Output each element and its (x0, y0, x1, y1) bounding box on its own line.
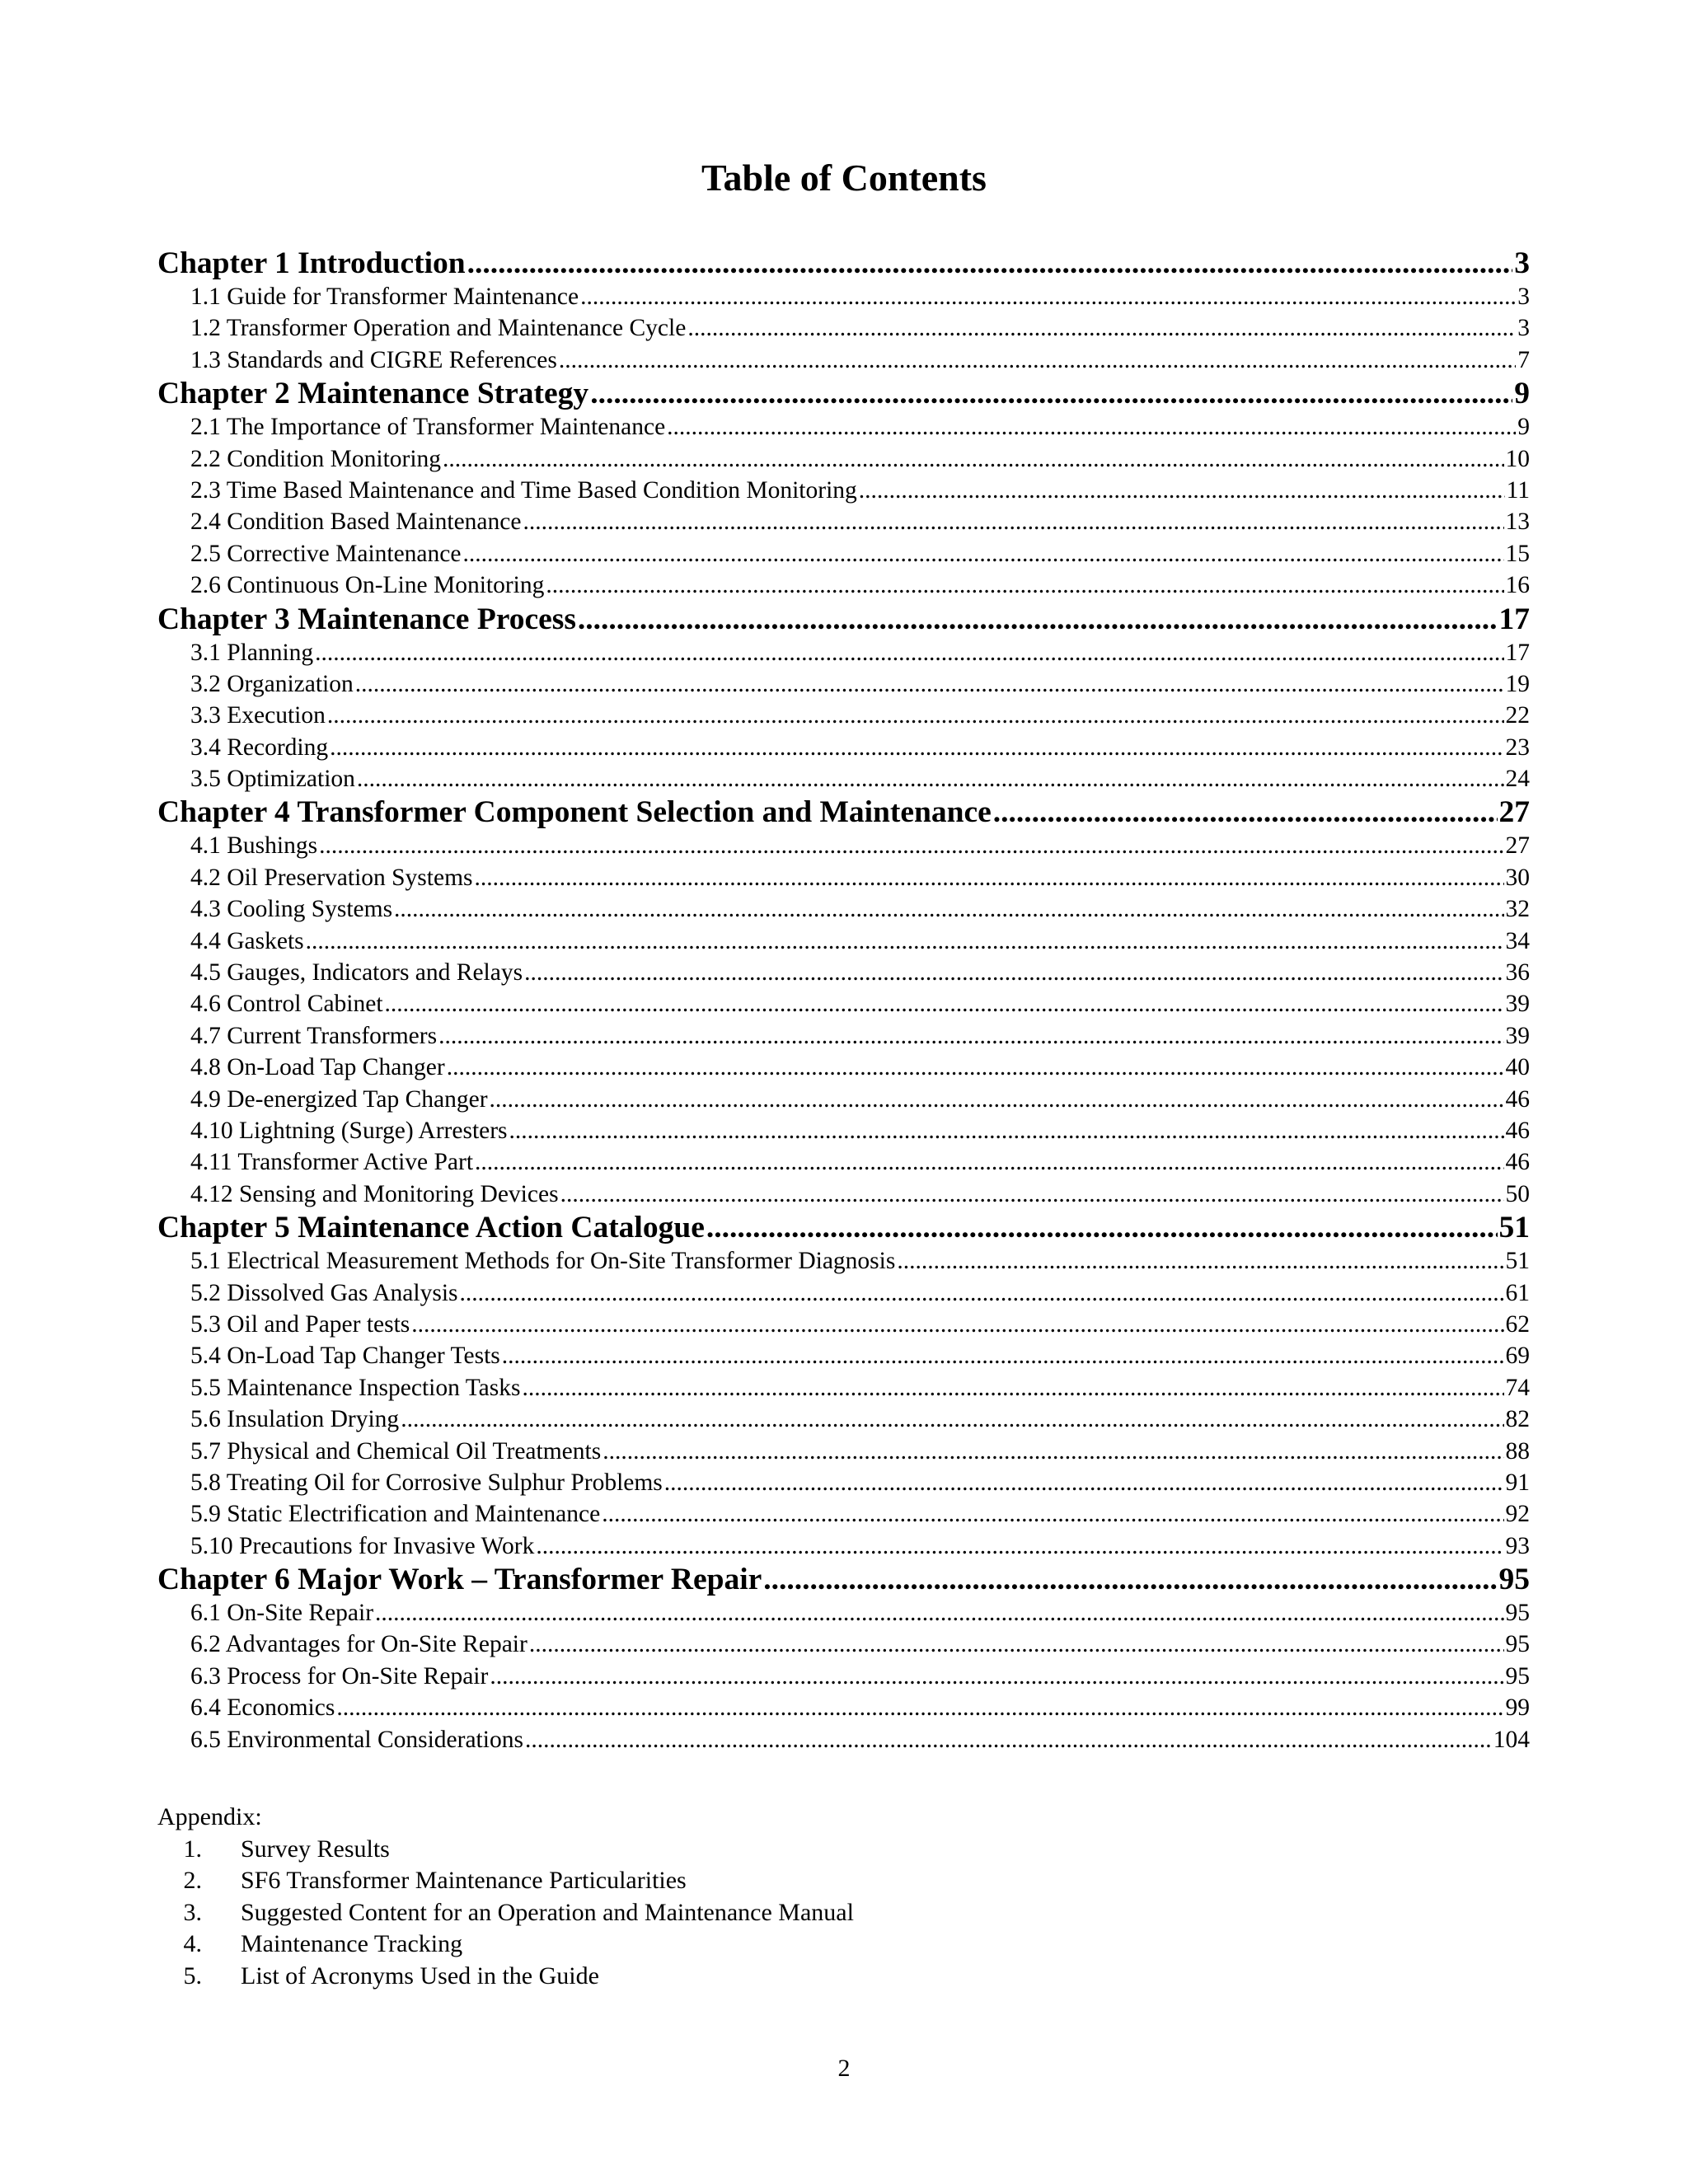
page-title: Table of Contents (701, 157, 987, 199)
dot-leader (525, 1724, 1492, 1755)
toc-entry-page-number: 7 (1517, 346, 1530, 373)
toc-entry-label: Chapter 1 Introduction (157, 246, 466, 280)
toc-entry-page-number: 61 (1505, 1279, 1530, 1306)
toc-section-entry[interactable] (157, 281, 1530, 312)
toc-entry-page-number: 27 (1498, 795, 1530, 830)
dot-leader (385, 988, 1504, 1019)
dot-leader (475, 1146, 1503, 1178)
toc-entry-page-number: 46 (1505, 1085, 1530, 1113)
dot-leader (319, 830, 1503, 861)
appendix (157, 1802, 854, 1992)
dot-leader (460, 1277, 1504, 1309)
dot-leader (401, 1404, 1503, 1435)
toc-entry-page-number: 46 (1505, 1117, 1530, 1144)
toc-section-entry[interactable] (157, 893, 1530, 925)
dot-leader (603, 1436, 1503, 1467)
toc-entry-page-number: 13 (1505, 509, 1530, 536)
toc-section-entry[interactable] (157, 1277, 1530, 1309)
toc-entry-label: 6.5 Environmental Considerations (190, 1726, 523, 1753)
toc-section-entry[interactable] (157, 1309, 1530, 1340)
dot-leader (394, 893, 1503, 925)
toc-entry-page-number: 62 (1505, 1310, 1530, 1338)
toc-entry-page-number: 11 (1506, 476, 1530, 504)
toc-entry-label: 6.1 On-Site Repair (190, 1600, 374, 1627)
toc-entry-label: 5.6 Insulation Drying (190, 1406, 400, 1433)
dot-leader (578, 602, 1498, 637)
toc-section-entry[interactable] (157, 1340, 1530, 1371)
toc-entry-page-number: 36 (1505, 959, 1530, 987)
toc-entry-label: 1.1 Guide for Transformer Maintenance (190, 284, 579, 310)
toc-entry-label: 4.4 Gaskets (190, 927, 304, 954)
toc-entry-page-number: 9 (1517, 414, 1530, 441)
dot-leader (897, 1245, 1503, 1277)
toc-section-entry[interactable] (157, 1661, 1530, 1692)
toc-entry-page-number: 93 (1505, 1532, 1530, 1559)
dot-leader (859, 475, 1505, 506)
toc-section-entry[interactable] (157, 637, 1530, 668)
toc-section-entry[interactable] (157, 830, 1530, 861)
toc-entry-page-number: 74 (1505, 1374, 1530, 1401)
appendix-item-text: SF6 Transformer Maintenance Particularities (241, 1867, 687, 1894)
dot-leader (490, 1661, 1503, 1692)
appendix-item-text: List of Acronyms Used in the Guide (241, 1961, 599, 1990)
dot-leader (524, 957, 1503, 988)
appendix-item-number: 1. (183, 1835, 202, 1863)
toc-entry-page-number: 95 (1498, 1563, 1530, 1597)
appendix-item-text: Maintenance Tracking (241, 1930, 463, 1957)
toc-entry-label: 3.1 Planning (190, 639, 314, 666)
dot-leader (411, 1309, 1503, 1340)
toc-entry-label: 5.7 Physical and Chemical Oil Treatments (190, 1437, 602, 1465)
toc-entry-label: 5.8 Treating Oil for Corrosive Sulphur Problems (190, 1469, 663, 1496)
toc-entry-label: 4.8 On-Load Tap Changer (190, 1054, 445, 1081)
toc-entry-page-number: 17 (1505, 639, 1530, 666)
dot-leader (546, 569, 1503, 601)
toc-entry-label: 1.2 Transformer Operation and Maintenance Cycle (190, 315, 687, 342)
toc-entry-label: 4.9 De-energized Tap Changer (190, 1085, 488, 1113)
toc-entry-page-number: 3 (1514, 246, 1530, 280)
toc-section-entry[interactable] (157, 1052, 1530, 1083)
appendix-item (157, 1961, 854, 1993)
toc-entry-label: 6.2 Advantages for On-Site Repair (190, 1631, 528, 1658)
toc-entry-page-number: 104 (1493, 1726, 1530, 1753)
table-of-contents (157, 246, 1530, 1755)
toc-entry-page-number: 32 (1505, 896, 1530, 923)
toc-section-entry[interactable] (157, 862, 1530, 893)
toc-chapter-entry[interactable] (157, 246, 1530, 281)
toc-entry-label: 5.5 Maintenance Inspection Tasks (190, 1374, 521, 1401)
appendix-list (157, 1834, 854, 1993)
appendix-item (157, 1897, 854, 1929)
toc-section-entry[interactable] (157, 1436, 1530, 1467)
dot-leader (559, 344, 1516, 376)
dot-leader (475, 862, 1504, 893)
toc-entry-label: 4.3 Cooling Systems (190, 896, 393, 923)
toc-entry-page-number: 82 (1505, 1406, 1530, 1433)
dot-leader (438, 1020, 1503, 1052)
appendix-item-text: Survey Results (241, 1835, 390, 1863)
toc-entry-page-number: 27 (1505, 832, 1530, 860)
toc-section-entry[interactable] (157, 926, 1530, 957)
toc-entry-page-number: 46 (1505, 1149, 1530, 1176)
toc-chapter-entry[interactable] (157, 1210, 1530, 1245)
page-number: 2 (837, 2055, 851, 2082)
toc-entry-label: 6.3 Process for On-Site Repair (190, 1662, 489, 1690)
toc-entry-page-number: 51 (1498, 1211, 1530, 1245)
toc-entry-page-number: 10 (1505, 445, 1530, 472)
dot-leader (667, 411, 1516, 443)
dot-leader (375, 1597, 1503, 1629)
dot-leader (355, 668, 1504, 700)
appendix-item (157, 1865, 854, 1897)
toc-entry-label: 4.1 Bushings (190, 832, 318, 860)
toc-entry-page-number: 92 (1505, 1501, 1530, 1528)
toc-section-entry[interactable] (157, 1404, 1530, 1435)
toc-entry-label: 3.2 Organization (190, 670, 354, 697)
dot-leader (315, 637, 1503, 668)
toc-entry-page-number: 51 (1505, 1248, 1530, 1275)
appendix-item-number: 5. (183, 1961, 202, 1990)
appendix-heading: Appendix: (157, 1803, 262, 1830)
toc-section-entry[interactable] (157, 411, 1530, 443)
toc-section-entry[interactable] (157, 1692, 1530, 1723)
toc-entry-label: Chapter 6 Major Work – Transformer Repair (157, 1563, 762, 1597)
toc-entry-label: Chapter 3 Maintenance Process (157, 602, 576, 636)
dot-leader (590, 376, 1512, 411)
toc-entry-label: 2.2 Condition Monitoring (190, 445, 442, 472)
toc-entry-label: 6.4 Economics (190, 1694, 335, 1722)
toc-entry-page-number: 95 (1505, 1662, 1530, 1690)
dot-leader (327, 700, 1504, 731)
toc-entry-label: 4.11 Transformer Active Part (190, 1149, 474, 1176)
toc-section-entry[interactable] (157, 1245, 1530, 1277)
toc-section-entry[interactable] (157, 443, 1530, 475)
dot-leader (443, 443, 1503, 475)
toc-entry-label: 4.5 Gauges, Indicators and Relays (190, 959, 523, 987)
toc-entry-page-number: 39 (1505, 1022, 1530, 1049)
toc-entry-label: 4.2 Oil Preservation Systems (190, 864, 473, 891)
dot-leader (993, 794, 1498, 830)
toc-entry-page-number: 22 (1505, 702, 1530, 729)
dot-leader (502, 1340, 1504, 1371)
toc-entry-label: 5.2 Dissolved Gas Analysis (190, 1279, 458, 1306)
appendix-item (157, 1929, 854, 1961)
toc-entry-page-number: 9 (1514, 377, 1530, 411)
toc-section-entry[interactable] (157, 506, 1530, 537)
toc-section-entry[interactable] (157, 668, 1530, 700)
appendix-item-number: 3. (183, 1898, 202, 1926)
toc-section-entry[interactable] (157, 732, 1530, 763)
toc-entry-page-number: 34 (1505, 927, 1530, 954)
toc-entry-page-number: 69 (1505, 1343, 1530, 1370)
toc-section-entry[interactable] (157, 1498, 1530, 1530)
toc-section-entry[interactable] (157, 957, 1530, 988)
toc-entry-page-number: 15 (1505, 540, 1530, 567)
toc-section-entry[interactable] (157, 1179, 1530, 1210)
dot-leader (357, 763, 1504, 794)
toc-entry-label: Chapter 4 Transformer Component Selection and Maintenance (157, 795, 992, 830)
toc-section-entry[interactable] (157, 1020, 1530, 1052)
toc-entry-label: 5.10 Precautions for Invasive Work (190, 1532, 535, 1559)
toc-section-entry[interactable] (157, 1115, 1530, 1146)
appendix-item-number: 4. (183, 1930, 202, 1957)
toc-entry-page-number: 40 (1505, 1054, 1530, 1081)
toc-entry-label: 3.5 Optimization (190, 766, 355, 793)
dot-leader (580, 281, 1516, 312)
toc-section-entry[interactable] (157, 1629, 1530, 1660)
dot-leader (306, 926, 1504, 957)
toc-entry-page-number: 91 (1505, 1469, 1530, 1496)
dot-leader (447, 1052, 1504, 1083)
dot-leader (529, 1629, 1504, 1660)
dot-leader (602, 1498, 1503, 1530)
toc-entry-label: 5.9 Static Electrification and Maintenance (190, 1501, 601, 1528)
dot-leader (523, 506, 1503, 537)
toc-chapter-entry[interactable] (157, 376, 1530, 411)
toc-entry-page-number: 30 (1505, 864, 1530, 891)
dot-leader (336, 1692, 1503, 1723)
toc-entry-page-number: 95 (1505, 1631, 1530, 1658)
toc-section-entry[interactable] (157, 312, 1530, 344)
toc-section-entry[interactable] (157, 1597, 1530, 1629)
dot-leader (536, 1530, 1503, 1562)
toc-section-entry[interactable] (157, 569, 1530, 601)
toc-entry-label: Chapter 5 Maintenance Action Catalogue (157, 1211, 705, 1245)
toc-entry-label: 5.1 Electrical Measurement Methods for On-Site Transformer Diagnosis (190, 1248, 896, 1275)
toc-section-entry[interactable] (157, 1530, 1530, 1562)
toc-section-entry[interactable] (157, 1084, 1530, 1115)
toc-entry-label: 3.3 Execution (190, 702, 326, 729)
toc-section-entry[interactable] (157, 344, 1530, 376)
toc-section-entry[interactable] (157, 475, 1530, 506)
toc-section-entry[interactable] (157, 988, 1530, 1019)
dot-leader (490, 1084, 1504, 1115)
toc-entry-label: 2.6 Continuous On-Line Monitoring (190, 572, 545, 599)
toc-entry-label: 2.1 The Importance of Transformer Maintenance (190, 414, 666, 441)
toc-entry-page-number: 88 (1505, 1437, 1530, 1465)
toc-entry-page-number: 17 (1498, 602, 1530, 636)
dot-leader (467, 246, 1513, 281)
toc-entry-page-number: 50 (1505, 1180, 1530, 1207)
toc-entry-label: 4.7 Current Transformers (190, 1022, 438, 1049)
toc-chapter-entry[interactable] (157, 1562, 1530, 1597)
toc-entry-page-number: 23 (1505, 733, 1530, 761)
toc-entry-label: 1.3 Standards and CIGRE References (190, 346, 557, 373)
toc-entry-label: 4.12 Sensing and Monitoring Devices (190, 1180, 559, 1207)
toc-entry-page-number: 24 (1505, 766, 1530, 793)
toc-entry-page-number: 99 (1505, 1694, 1530, 1722)
toc-entry-page-number: 95 (1505, 1600, 1530, 1627)
appendix-item-text: Suggested Content for an Operation and Maintenance Manual (241, 1898, 854, 1926)
dot-leader (763, 1562, 1497, 1597)
toc-entry-page-number: 19 (1505, 670, 1530, 697)
toc-entry-label: 2.4 Condition Based Maintenance (190, 509, 522, 536)
toc-section-entry[interactable] (157, 538, 1530, 569)
appendix-item (157, 1834, 854, 1866)
toc-entry-label: 2.3 Time Based Maintenance and Time Based Condition Monitoring (190, 476, 857, 504)
toc-entry-label: 5.4 On-Load Tap Changer Tests (190, 1343, 500, 1370)
toc-section-entry[interactable] (157, 1467, 1530, 1498)
toc-entry-page-number: 39 (1505, 991, 1530, 1018)
dot-leader (509, 1115, 1504, 1146)
toc-entry-label: 2.5 Corrective Maintenance (190, 540, 462, 567)
dot-leader (664, 1467, 1504, 1498)
dot-leader (522, 1372, 1503, 1404)
toc-section-entry[interactable] (157, 700, 1530, 731)
dot-leader (706, 1210, 1498, 1245)
dot-leader (560, 1179, 1504, 1210)
toc-section-entry[interactable] (157, 763, 1530, 794)
dot-leader (462, 538, 1503, 569)
toc-entry-page-number: 16 (1505, 572, 1530, 599)
toc-entry-label: 3.4 Recording (190, 733, 329, 761)
toc-section-entry[interactable] (157, 1146, 1530, 1178)
dot-leader (687, 312, 1516, 344)
toc-chapter-entry[interactable] (157, 602, 1530, 637)
toc-section-entry[interactable] (157, 1372, 1530, 1404)
toc-entry-page-number: 3 (1517, 315, 1530, 342)
toc-entry-label: 4.6 Control Cabinet (190, 991, 383, 1018)
toc-entry-label: 5.3 Oil and Paper tests (190, 1310, 410, 1338)
toc-entry-page-number: 3 (1517, 284, 1530, 310)
toc-chapter-entry[interactable] (157, 794, 1530, 830)
toc-entry-label: 4.10 Lightning (Surge) Arresters (190, 1117, 508, 1144)
toc-entry-label: Chapter 2 Maintenance Strategy (157, 377, 589, 411)
toc-section-entry[interactable] (157, 1724, 1530, 1755)
dot-leader (330, 732, 1503, 763)
appendix-item-number: 2. (183, 1867, 202, 1894)
